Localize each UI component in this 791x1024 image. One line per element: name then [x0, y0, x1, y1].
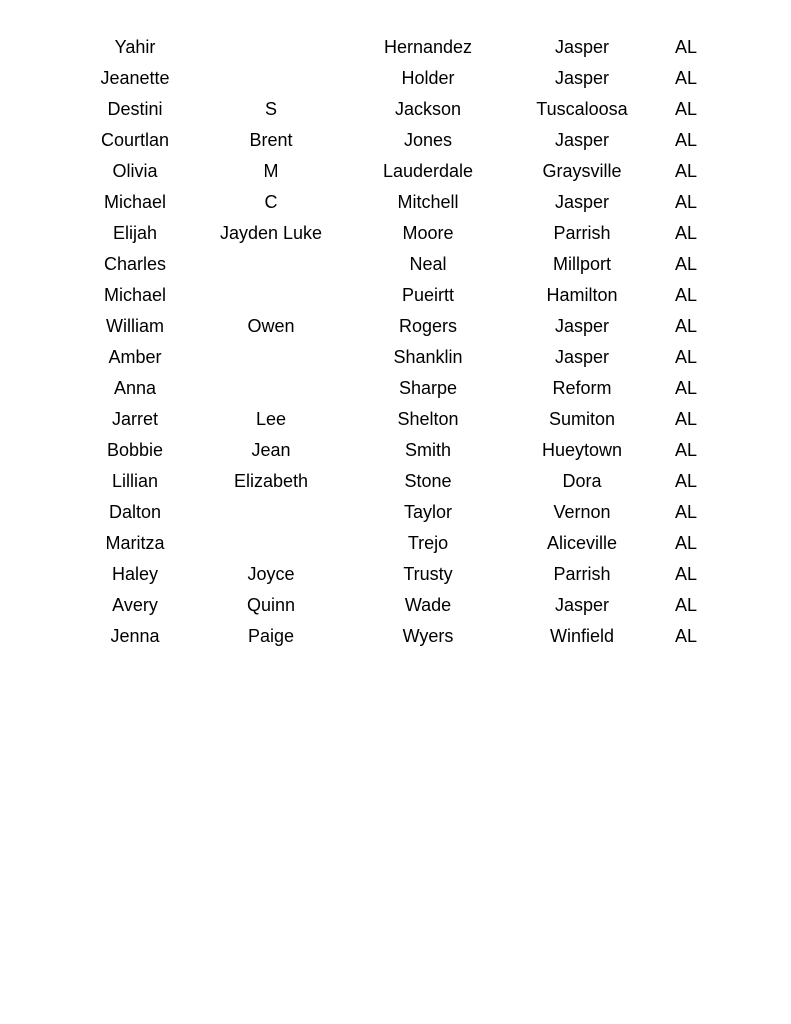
state-cell: AL	[674, 254, 698, 274]
state-cell: AL	[674, 564, 698, 584]
state-cell: AL	[674, 502, 698, 522]
table-row	[0, 559, 791, 590]
first-name-cell: Dalton	[108, 502, 162, 522]
state-cell: AL	[674, 130, 698, 150]
last-name-cell: Jackson	[394, 99, 462, 119]
first-name-cell: Michael	[103, 285, 167, 305]
table-row	[0, 466, 791, 497]
state-cell: AL	[674, 316, 698, 336]
middle-name-cell: S	[264, 99, 277, 119]
table-row	[0, 32, 791, 63]
state-cell: AL	[674, 223, 698, 243]
middle-name-cell: Brent	[249, 130, 293, 150]
last-name-cell: Moore	[402, 223, 454, 243]
first-name-cell: Charles	[103, 254, 167, 274]
city-cell: Jasper	[554, 595, 610, 615]
last-name-cell: Wade	[404, 595, 452, 615]
city-cell: Jasper	[554, 347, 610, 367]
city-cell: Sumiton	[548, 409, 616, 429]
city-cell: Aliceville	[546, 533, 618, 553]
city-cell: Tuscaloosa	[536, 99, 628, 119]
city-cell: Millport	[552, 254, 611, 274]
last-name-cell: Taylor	[403, 502, 452, 522]
table-row	[0, 311, 791, 342]
city-cell: Graysville	[542, 161, 622, 181]
table-row	[0, 528, 791, 559]
last-name-cell: Mitchell	[397, 192, 459, 212]
state-cell: AL	[674, 440, 698, 460]
last-name-cell: Rogers	[398, 316, 458, 336]
first-name-cell: Michael	[103, 192, 167, 212]
first-name-cell: Jenna	[110, 626, 160, 646]
city-cell: Jasper	[554, 130, 610, 150]
first-name-cell: Jeanette	[100, 68, 170, 88]
table-row	[0, 187, 791, 218]
state-cell: AL	[674, 378, 698, 398]
middle-name-cell: Owen	[247, 316, 295, 336]
last-name-cell: Stone	[404, 471, 452, 491]
table-row	[0, 590, 791, 621]
first-name-cell: Elijah	[112, 223, 158, 243]
city-cell: Jasper	[554, 316, 610, 336]
last-name-cell: Trejo	[407, 533, 449, 553]
middle-name-cell: Paige	[247, 626, 295, 646]
first-name-cell: Courtlan	[100, 130, 170, 150]
middle-name-cell: Jayden Luke	[219, 223, 323, 243]
first-name-cell: Haley	[111, 564, 159, 584]
city-cell: Hamilton	[546, 285, 618, 305]
middle-name-cell: Joyce	[247, 564, 295, 584]
city-cell: Jasper	[554, 192, 610, 212]
city-cell: Jasper	[554, 37, 610, 57]
city-cell: Parrish	[553, 223, 611, 243]
middle-name-cell: M	[263, 161, 279, 181]
last-name-cell: Hernandez	[383, 37, 473, 57]
first-name-cell: Avery	[112, 595, 158, 615]
last-name-cell: Holder	[401, 68, 455, 88]
first-name-cell: Amber	[108, 347, 162, 367]
state-cell: AL	[674, 37, 698, 57]
table-row	[0, 621, 791, 652]
first-name-cell: William	[106, 316, 164, 336]
table-row	[0, 63, 791, 94]
last-name-cell: Neal	[409, 254, 447, 274]
state-cell: AL	[674, 347, 698, 367]
table-row	[0, 435, 791, 466]
city-cell: Vernon	[553, 502, 611, 522]
state-cell: AL	[674, 626, 698, 646]
state-cell: AL	[674, 285, 698, 305]
middle-name-cell: Elizabeth	[233, 471, 309, 491]
state-cell: AL	[674, 68, 698, 88]
city-cell: Reform	[552, 378, 612, 398]
state-cell: AL	[674, 192, 698, 212]
city-cell: Dora	[562, 471, 602, 491]
city-cell: Parrish	[553, 564, 611, 584]
state-cell: AL	[674, 595, 698, 615]
table-row	[0, 497, 791, 528]
middle-name-cell: Jean	[251, 440, 291, 460]
first-name-cell: Maritza	[105, 533, 165, 553]
state-cell: AL	[674, 161, 698, 181]
last-name-cell: Pueirtt	[401, 285, 455, 305]
last-name-cell: Lauderdale	[382, 161, 474, 181]
first-name-cell: Jarret	[111, 409, 158, 429]
last-name-cell: Sharpe	[398, 378, 458, 398]
first-name-cell: Yahir	[114, 37, 156, 57]
last-name-cell: Shelton	[397, 409, 459, 429]
city-cell: Hueytown	[541, 440, 623, 460]
middle-name-cell: Quinn	[246, 595, 296, 615]
last-name-cell: Smith	[404, 440, 451, 460]
middle-name-cell: Lee	[255, 409, 287, 429]
table-row	[0, 125, 791, 156]
state-cell: AL	[674, 471, 698, 491]
city-cell: Winfield	[549, 626, 615, 646]
table-row	[0, 404, 791, 435]
first-name-cell: Olivia	[112, 161, 158, 181]
last-name-cell: Jones	[403, 130, 453, 150]
table-row	[0, 249, 791, 280]
last-name-cell: Wyers	[402, 626, 454, 646]
last-name-cell: Shanklin	[393, 347, 463, 367]
first-name-cell: Lillian	[111, 471, 159, 491]
table-row	[0, 280, 791, 311]
state-cell: AL	[674, 99, 698, 119]
city-cell: Jasper	[554, 68, 610, 88]
table-row	[0, 342, 791, 373]
table-row	[0, 156, 791, 187]
state-cell: AL	[674, 409, 698, 429]
table-row	[0, 94, 791, 125]
first-name-cell: Anna	[113, 378, 157, 398]
table-row	[0, 218, 791, 249]
first-name-cell: Bobbie	[106, 440, 164, 460]
last-name-cell: Trusty	[403, 564, 453, 584]
middle-name-cell: C	[264, 192, 278, 212]
first-name-cell: Destini	[107, 99, 163, 119]
table-row	[0, 373, 791, 404]
state-cell: AL	[674, 533, 698, 553]
